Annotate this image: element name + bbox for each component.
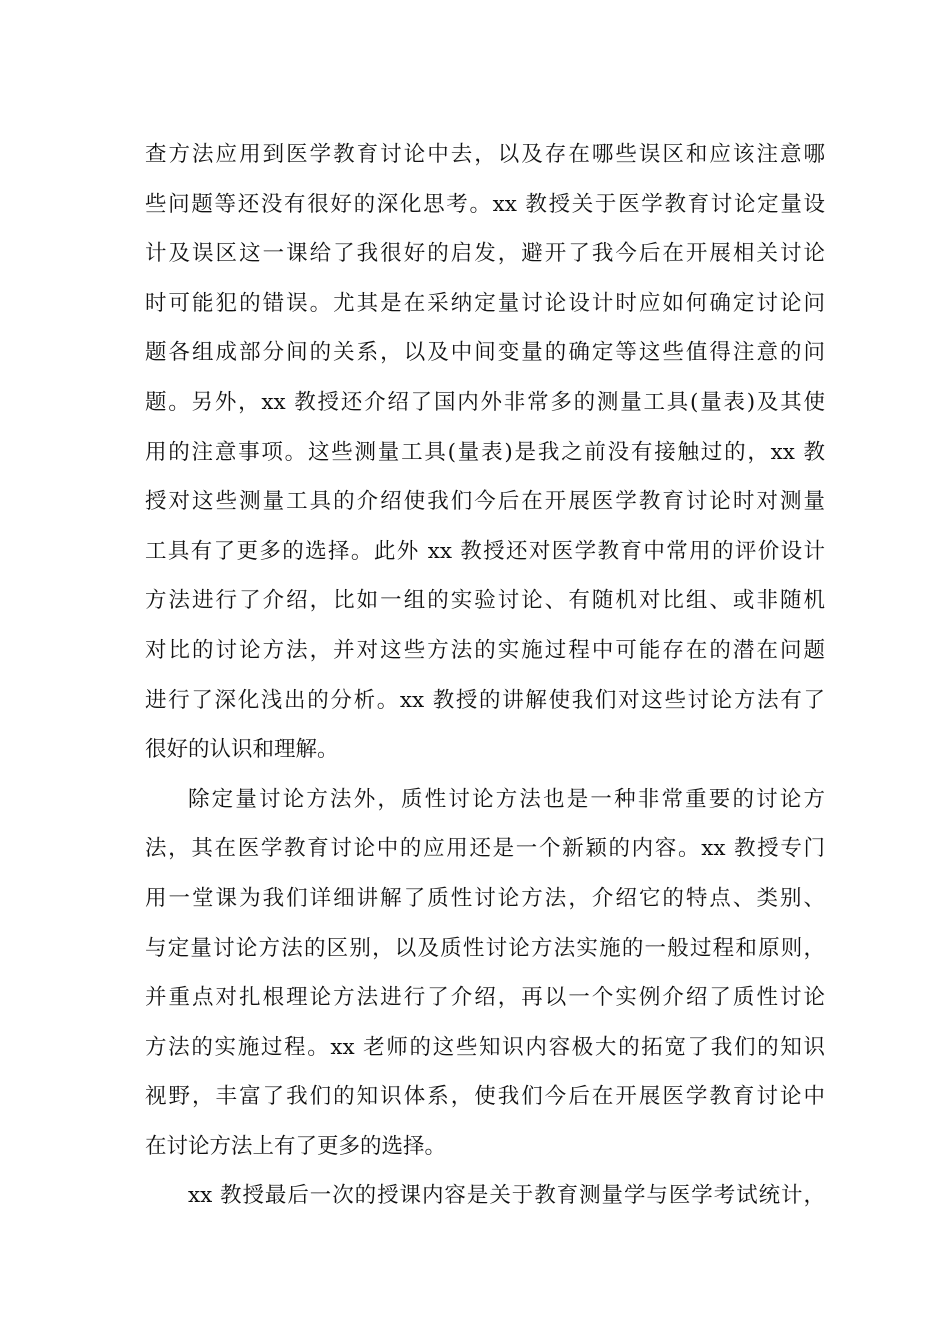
- text-line: 很好的认识和理解。: [145, 737, 339, 763]
- text-line: 与定量讨论方法的区别，以及质性讨论方法实施的一般过程和原则，: [145, 935, 825, 961]
- paragraph: [145, 1171, 825, 1221]
- text-line: 工具有了更多的选择。此外 xx 教授还对医学教育中常用的评价设计: [145, 538, 825, 564]
- text-line: 方法的实施过程。xx 老师的这些知识内容极大的拓宽了我们的知识: [145, 1034, 825, 1060]
- text-line: 进行了深化浅出的分析。xx 教授的讲解使我们对这些讨论方法有了: [145, 687, 825, 713]
- text-line: 视野，丰富了我们的知识体系，使我们今后在开展医学教育讨论中: [145, 1084, 825, 1110]
- body-text: [145, 130, 825, 1221]
- text-line: 计及误区这一课给了我很好的启发，避开了我今后在开展相关讨论: [145, 241, 825, 267]
- text-line: 在讨论方法上有了更多的选择。: [145, 1133, 447, 1159]
- text-line: 除定量讨论方法外，质性讨论方法也是一种非常重要的讨论方: [188, 786, 825, 812]
- text-line: 些问题等还没有很好的深化思考。xx 教授关于医学教育讨论定量设: [145, 191, 825, 217]
- text-line: 用一堂课为我们详细讲解了质性讨论方法，介绍它的特点、类别、: [145, 885, 825, 911]
- text-line: 授对这些测量工具的介绍使我们今后在开展医学教育讨论时对测量: [145, 489, 825, 515]
- text-line: 题。另外，xx 教授还介绍了国内外非常多的测量工具(量表)及其使: [145, 389, 825, 415]
- text-line: 查方法应用到医学教育讨论中去，以及存在哪些误区和应该注意哪: [145, 142, 825, 167]
- paragraph: [145, 775, 825, 1172]
- text-line: 对比的讨论方法，并对这些方法的实施过程中可能存在的潜在问题: [145, 637, 825, 663]
- text-line: 法，其在医学教育讨论中的应用还是一个新颖的内容。xx 教授专门: [145, 836, 825, 862]
- text-line: 方法进行了介绍，比如一组的实验讨论、有随机对比组、或非随机: [145, 588, 825, 614]
- text-line: 时可能犯的错误。尤其是在采纳定量讨论设计时应如何确定讨论问: [145, 290, 825, 316]
- text-line: 用的注意事项。这些测量工具(量表)是我之前没有接触过的，xx 教: [145, 439, 825, 465]
- text-line: 并重点对扎根理论方法进行了介绍，再以一个实例介绍了质性讨论: [145, 985, 825, 1011]
- text-line: xx 教授最后一次的授课内容是关于教育测量学与医学考试统计，: [188, 1183, 825, 1209]
- paragraph: [145, 130, 825, 775]
- text-line: 题各组成部分间的关系，以及中间变量的确定等这些值得注意的问: [145, 340, 825, 366]
